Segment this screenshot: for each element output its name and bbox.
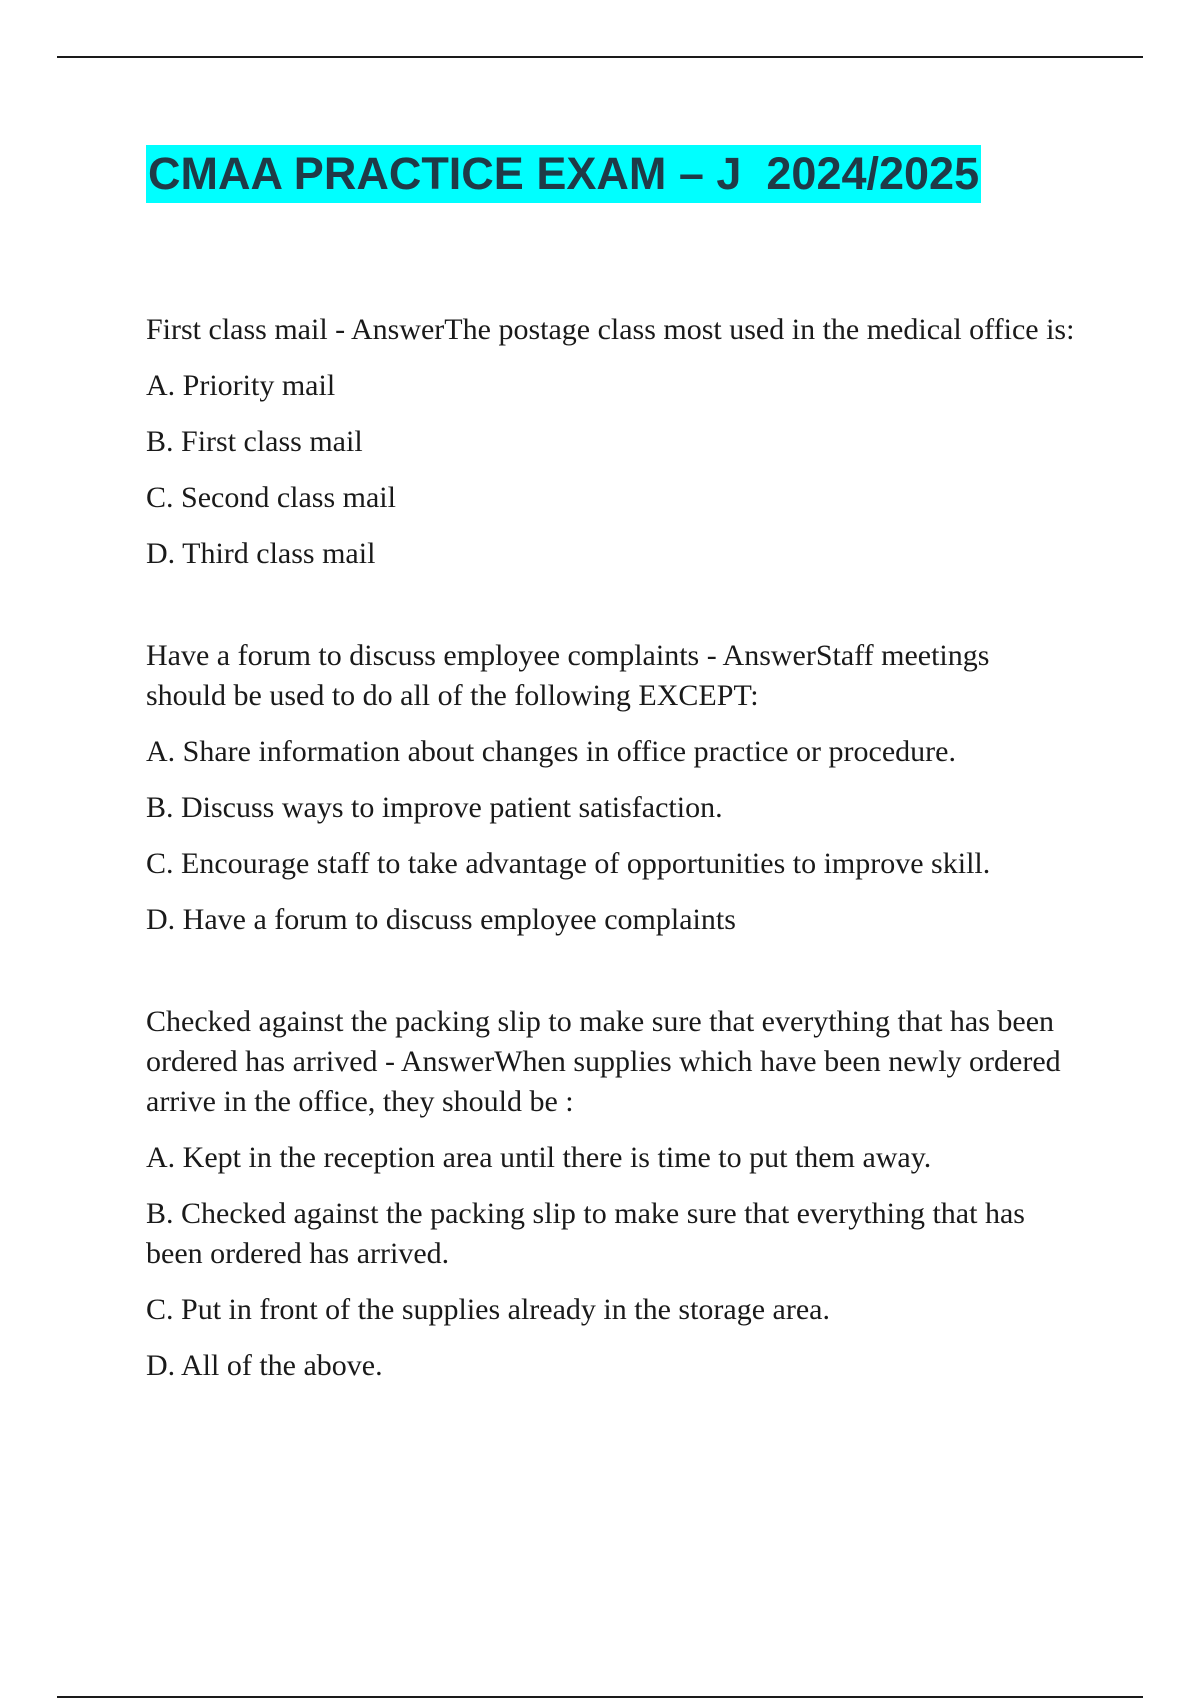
answer-option-a: A. Kept in the reception area until there is time to put them away. [146,1141,932,1174]
title-block [146,145,981,203]
page-title: CMAA PRACTICE EXAM – J 2024/2025 [146,145,981,203]
answer-option-d: D. Third class mail [146,537,376,570]
question-prompt: Checked against the packing slip to make sure that everything that has been ordered has arrived - AnswerWhen supplies which have been newly ordered arrive in the office, they should be : [146,1005,1061,1118]
answer-option-c: C. Put in front of the supplies already in the storage area. [146,1293,830,1326]
answer-option-d: D. All of the above. [146,1349,383,1382]
answer-option-c: C. Second class mail [146,481,396,514]
bottom-rule [57,1696,1143,1698]
answer-option-d: D. Have a forum to discuss employee complaints [146,903,736,936]
top-rule [57,56,1143,58]
answer-option-c: C. Encourage staff to take advantage of opportunities to improve skill. [146,847,991,880]
answer-option-a: A. Priority mail [146,369,336,402]
question-1 [146,310,1076,574]
answer-option-b: B. First class mail [146,425,363,458]
answer-option-b: B. Discuss ways to improve patient satisfaction. [146,791,723,824]
question-2 [146,636,1076,940]
answer-option-b: B. Checked against the packing slip to make sure that everything that has been ordered has arrived. [146,1197,1025,1270]
question-prompt: First class mail - AnswerThe postage class most used in the medical office is: [146,313,1075,346]
question-prompt: Have a forum to discuss employee complaints - AnswerStaff meetings should be used to do all of the following EXCEPT: [146,639,990,712]
exam-content [146,310,1076,1402]
answer-option-a: A. Share information about changes in office practice or procedure. [146,735,956,768]
question-3 [146,1002,1076,1386]
